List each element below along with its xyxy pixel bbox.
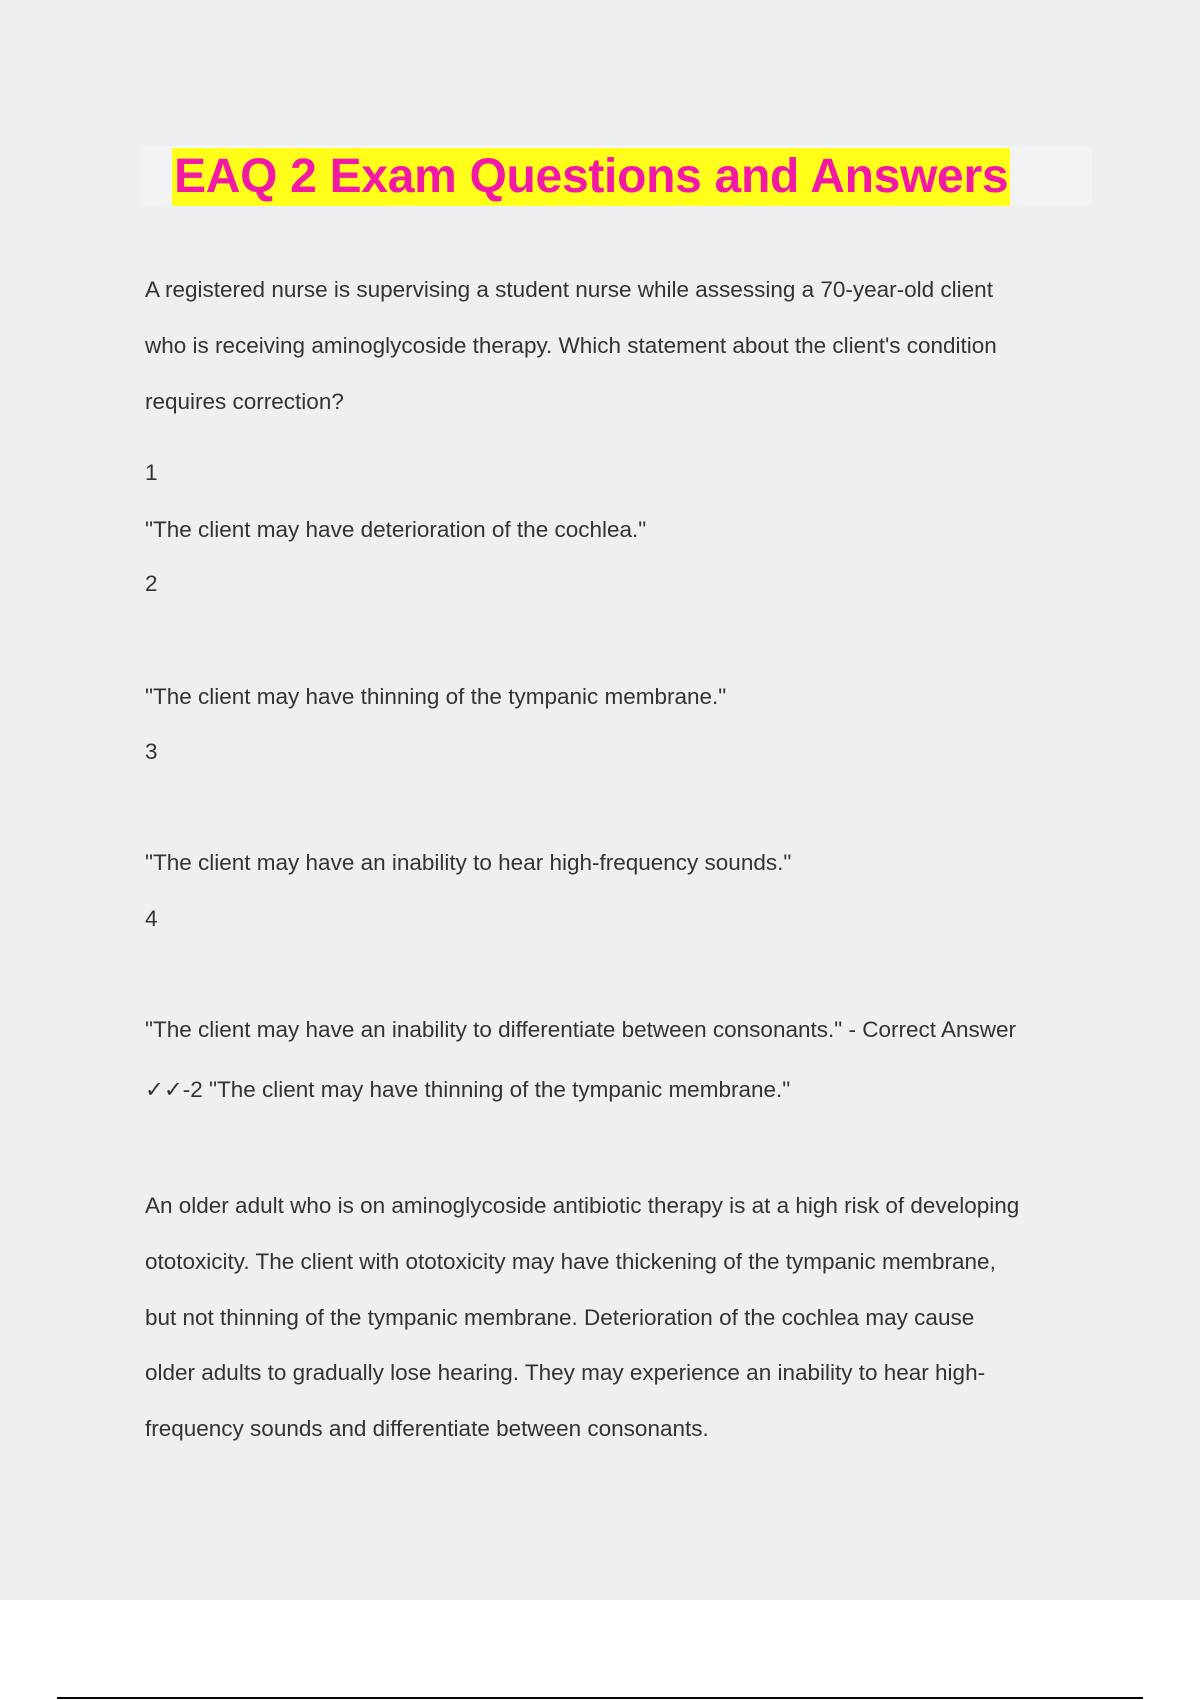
option-2-number: 2 <box>145 571 158 596</box>
option-3-text: "The client may have an inability to hear high-frequency sounds." <box>145 850 792 875</box>
correct-answer-line: ✓✓-2 "The client may have thinning of the tympanic membrane." <box>145 1077 791 1102</box>
rationale-line-4: older adults to gradually lose hearing. They may experience an inability to hear high- <box>145 1360 986 1385</box>
option-4-number: 4 <box>145 906 158 931</box>
rationale-line-5: frequency sounds and differentiate between consonants. <box>145 1416 709 1441</box>
document-title: EAQ 2 Exam Questions and Answers <box>172 148 1010 206</box>
question-line-2: who is receiving aminoglycoside therapy. Which statement about the client's condition <box>145 333 997 358</box>
option-3-number: 3 <box>145 739 158 764</box>
rationale-line-1: An older adult who is on aminoglycoside antibiotic therapy is at a high risk of developing <box>145 1193 1020 1218</box>
option-1-number: 1 <box>145 460 158 485</box>
footer-rule <box>57 1697 1143 1699</box>
question-line-3: requires correction? <box>145 389 344 414</box>
question-line-1: A registered nurse is supervising a student nurse while assessing a 70-year-old client <box>145 277 993 302</box>
option-4-text: "The client may have an inability to differentiate between consonants." - Correct Answer <box>145 1017 1017 1042</box>
rationale-line-2: ototoxicity. The client with ototoxicity may have thickening of the tympanic membrane, <box>145 1249 996 1274</box>
rationale-line-3: but not thinning of the tympanic membrane. Deterioration of the cochlea may cause <box>145 1305 975 1330</box>
option-1-text: "The client may have deterioration of the cochlea." <box>145 517 647 542</box>
option-2-text: "The client may have thinning of the tympanic membrane." <box>145 684 727 709</box>
